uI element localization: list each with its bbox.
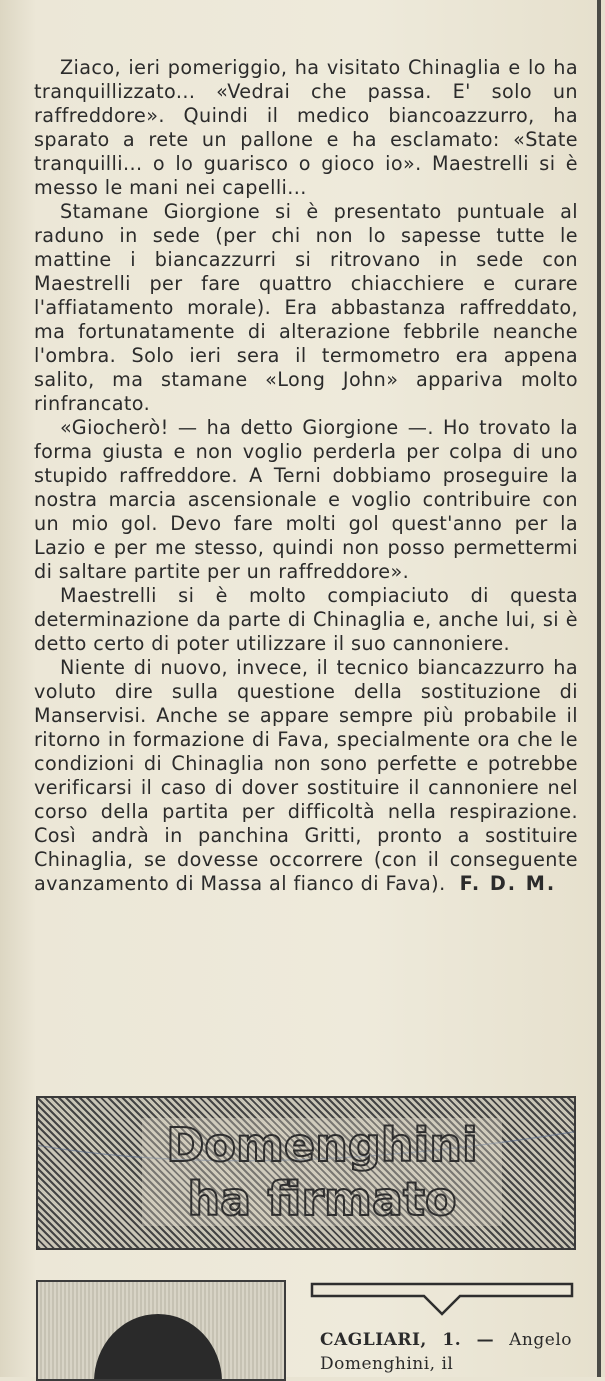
article-paragraph: Stamane Giorgione si è presentato puntuale al raduno in sede (per chi non lo sapesse tutte le mattine i biancazzurri si ritrovano in sede con Maestrelli per fare quattro chiacchiere e curare l'affiatamento morale). Era abbastanza raffreddato, ma fortunatamente di alterazione febbrile neanche l'ombra. Solo ieri sera il termometro era appena salito, ma stamane «Long John» appariva molto rinfrancato. bbox=[34, 200, 578, 415]
next-article bbox=[320, 1328, 572, 1376]
dateline: CAGLIARI, 1. — bbox=[320, 1330, 495, 1350]
headline-line-1: Domenghini bbox=[142, 1118, 502, 1172]
player-photo bbox=[36, 1280, 286, 1381]
article-paragraph-text: Niente di nuovo, invece, il tecnico biancazzurro ha voluto dire sulla questione della sostituzione di Manservisi. Anche se appare sempre più probabile il ritorno in formazione di Fava, specialmente ora che le condizioni di Chinaglia non sono perfette e potrebbe verificarsi il caso di dover sostituire il cannoniere nel corso della partita per difficoltà nella respirazione. Così andrà in panchina Gritti, pronto a sostituire Chinaglia, se dovesse occorrere (con il conseguente avanzamento di Massa al fianco di Fava). bbox=[34, 656, 578, 895]
headline-banner bbox=[36, 1096, 576, 1250]
author-signature: F. D. M. bbox=[459, 872, 557, 895]
article-paragraph: «Giocherò! — ha detto Giorgione —. Ho trovato la forma giusta e non voglio perderla per colpa di uno stupido raffreddore. A Terni dobbiamo proseguire la nostra marcia ascensionale e voglio contribuire con un mio gol. Devo fare molti gol quest'anno per la Lazio e per me stesso, quindi non posso permettermi di saltare partite per un raffreddore». bbox=[34, 416, 578, 583]
portrait-head-icon bbox=[38, 1282, 284, 1379]
headline-line-2: ha firmato bbox=[142, 1172, 502, 1226]
down-arrow-icon bbox=[310, 1282, 576, 1322]
next-article-text: Angelo Domenghini, il bbox=[320, 1330, 572, 1374]
article-body bbox=[34, 56, 578, 896]
headline-title bbox=[142, 1118, 502, 1226]
article-paragraph: Maestrelli si è molto compiaciuto di questa determinazione da parte di Chinaglia e, anche lui, si è detto certo di poter utilizzare il suo cannoniere. bbox=[34, 584, 578, 655]
article-paragraph-last bbox=[34, 656, 578, 896]
next-article-lead bbox=[320, 1328, 572, 1376]
article-paragraph: Ziaco, ieri pomeriggio, ha visitato Chinaglia e lo ha tranquillizzato... «Vedrai che passa. E' solo un raffreddore». Quindi il medico biancoazzurro, ha sparato a rete un pallone e ha esclamato: «State tranquilli... o lo guarisco o gioco io». Maestrelli si è messo le mani nei capelli... bbox=[34, 56, 578, 199]
